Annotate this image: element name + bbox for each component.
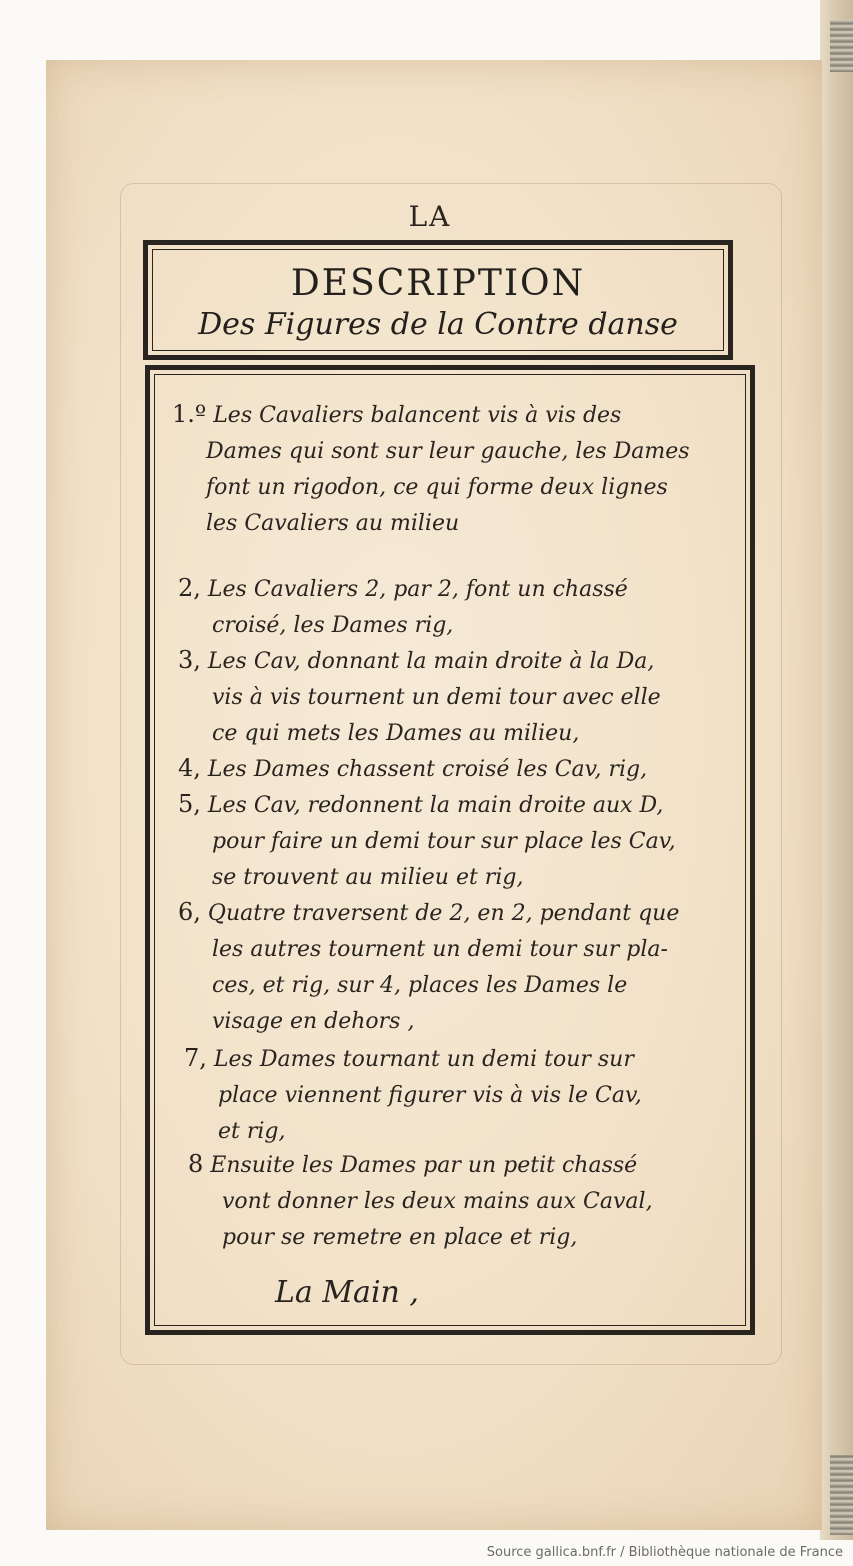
step-line: les autres tournent un demi tour sur pla- — [212, 937, 668, 962]
step-line: Les Dames tournant un demi tour sur — [213, 1047, 634, 1072]
step-line: place viennent figurer vis à vis le Cav, — [218, 1083, 642, 1108]
step-2 — [178, 570, 628, 644]
step-number: 3, — [178, 646, 201, 674]
page-title: DESCRIPTION — [290, 263, 586, 304]
book-binding — [820, 0, 853, 1540]
step-line: Ensuite les Dames par un petit chassé — [210, 1153, 638, 1178]
step-line: visage en dehors , — [212, 1009, 415, 1034]
closing-signature: La Main , — [275, 1275, 419, 1310]
step-8 — [188, 1146, 653, 1256]
catchword: LA — [408, 200, 452, 233]
step-3 — [178, 642, 661, 752]
step-line: ce qui mets les Dames au milieu, — [212, 721, 580, 746]
step-line: font un rigodon, ce qui forme deux lignes — [206, 475, 668, 500]
step-line: les Cavaliers au milieu — [206, 511, 460, 536]
step-number: 6, — [178, 898, 201, 926]
step-line: Les Cavaliers balancent vis à vis des — [213, 403, 622, 428]
step-line: pour se remetre en place et rig, — [222, 1225, 578, 1250]
step-line: Les Dames chassent croisé les Cav, rig, — [207, 757, 648, 782]
step-7 — [184, 1040, 642, 1150]
step-6 — [178, 894, 679, 1040]
step-line: vont donner les deux mains aux Caval, — [222, 1189, 653, 1214]
step-line: Les Cavaliers 2, par 2, font un chassé — [207, 577, 628, 602]
step-number: 8 — [188, 1150, 204, 1178]
step-number: 1.º — [172, 400, 207, 428]
step-4 — [178, 750, 647, 788]
description-frame — [145, 365, 755, 1335]
step-line: pour faire un demi tour sur place les Cav, — [212, 829, 676, 854]
step-line: Quatre traversent de 2, en 2, pendant que — [207, 901, 680, 926]
step-5 — [178, 786, 676, 896]
step-line: croisé, les Dames rig, — [212, 613, 454, 638]
page-subtitle: Des Figures de la Contre danse — [198, 307, 678, 342]
step-number: 5, — [178, 790, 201, 818]
binding-band-top — [830, 20, 853, 72]
step-number: 7, — [184, 1044, 207, 1072]
step-line: Dames qui sont sur leur gauche, les Dames — [206, 439, 690, 464]
step-line: se trouvent au milieu et rig, — [212, 865, 524, 890]
step-number: 4, — [178, 754, 201, 782]
source-credit: Source gallica.bnf.fr / Bibliothèque nationale de France — [486, 1545, 843, 1560]
binding-band-bottom — [830, 1455, 853, 1535]
step-1 — [172, 396, 690, 542]
step-line: et rig, — [218, 1119, 286, 1144]
title-frame — [143, 240, 733, 360]
step-line: Les Cav, redonnent la main droite aux D, — [207, 793, 664, 818]
step-line: ces, et rig, sur 4, places les Dames le — [212, 973, 628, 998]
step-line: Les Cav, donnant la main droite à la Da, — [207, 649, 655, 674]
step-line: vis à vis tournent un demi tour avec elle — [212, 685, 661, 710]
step-number: 2, — [178, 574, 201, 602]
